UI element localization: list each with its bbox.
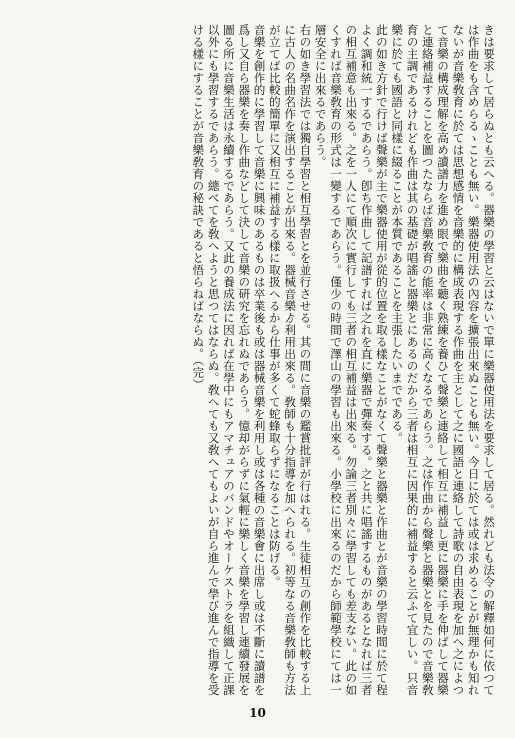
- body-text: [44, 24, 496, 696]
- paragraph-1: きは要求して居らぬとも云へる。器樂の學習と云はないで單に樂器使用法を要求して居る。然れども法令の解釋如何に依つては作曲をも含めらるゝことも無い。樂器使用法の內容を擴張出來ぬことも無い。今日に於ては或は求めることが無理かも知れないが音樂敎育に於ては思想感情を音樂的に構成表現する作曲を主として之に國語と連絡して詩歌の自由表現を加へ之によつて音樂の構成理解を高め讀譜力を進め眼で樂曲を聽く熟練を養ひて聲樂と連絡して相互に補益し更に器樂に手を伸ばして器樂と連絡補益することを圖つたならば音樂敎育の能率は非常に高くなるであらう。之は作曲から聲樂と器樂とを見たので音樂敎育の主調であるけれども作曲は其の基礎が唱謠と器樂とにあるのだから三者は相互に因果的に補益すると云ふて宜しい。只音樂に於ても國語と同樣に綴ることが本質であることを主張したいまでである。: [390, 24, 496, 696]
- page-number: 10: [249, 706, 266, 720]
- paragraph-4: 音樂を創作的に學習して音樂に興味のあるものは卒業後も或は器械音樂を利用し或は各種の音樂會に出席し或は不斷に讀譜を爲し又自ら器樂を奏し作曲などして決して音樂の硏究を忘れぬであらう。憶却がらずに氣輕に樂しく音樂を學習し連續發展を圖る所に音樂生活は永續するであらう。又此の養成法に因れば在學中にもアマチュアのバンドやオーケストラを組織して正課以外にも學習するであらう。總べてを敎へようと思つてはならぬ。敎へても又敎へてもよいが自ら進んで學び進んで指導を受ける樣にすることが音樂敎育の秘訣であると悟らねばならぬ。（完）: [191, 24, 267, 696]
- paragraph-2: 此の如き方針で行けば聲樂が主で樂器使用が從的位置を取る樣なことがなくて聲樂と器樂と作曲とが音樂の學習時間に於て程よく調和統一するであらう。卽ち作曲して記譜すれば之れを直に樂器で彈奏する。之と共に唱謠するものがあるとなれば三者の相互補意も出來る。之を一人にて順次に實行しても三者の相互補益は出來る。勿論三者別々に學習しても差支ない。此の如くすれば音樂敎育の形式は一變するであらう。僅少の時間で澤山の學習も出來る。小學校に出來るのだから師範學校にては一層安全に出來るであらう。: [313, 24, 389, 696]
- paragraph-3: 右の如き學習法では獨自學習と相互學習とを並行させる。其の間に音樂の鑑賞批評が行はれる。生徒相互の創作を比較する上に古人の名曲名作を演出することが出來る。器械音樂ゟ利用出來る。敎師も十分指導を加へられる。初等なる音樂敎師も方法が立てば比較的簡單に又相互に補益する樣に取扱へるから仕事が多くて蛇蜂取らずになることは防げる。: [267, 24, 313, 696]
